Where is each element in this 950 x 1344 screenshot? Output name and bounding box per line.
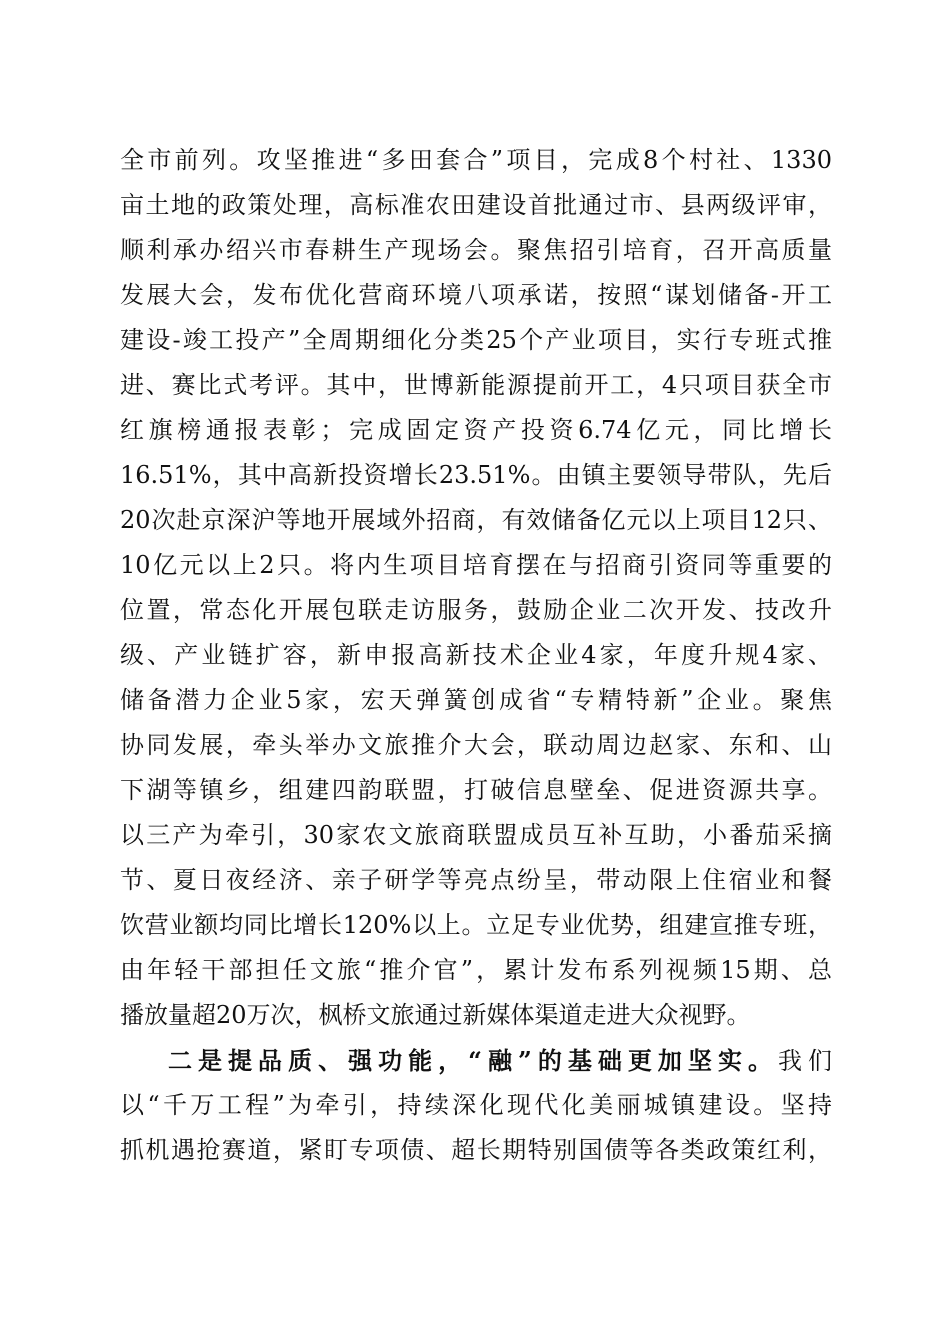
paragraph-line: 顺利承办绍兴市春耕生产现场会。聚焦招引培育，召开高质量 [120,236,832,264]
paragraph-line: 播放量超20万次，枫桥文旅通过新媒体渠道走进大众视野。 [120,1001,751,1029]
paragraph-line: 20次赴京深沪等地开展域外招商，有效储备亿元以上项目12只、 [120,506,832,534]
paragraph-line: 储备潜力企业5家，宏天弹簧创成省“专精特新”企业。聚焦 [120,686,832,714]
section-heading-tail: 我们 [777,1047,832,1075]
paragraph-line: 10亿元以上2只。将内生项目培育摆在与招商引资同等重要的 [120,551,832,579]
paragraph-line: 饮营业额均同比增长120%以上。立足专业优势，组建宣推专班， [120,911,832,939]
paragraph-line: 下湖等镇乡，组建四韵联盟，打破信息壁垒、促进资源共享。 [120,776,832,804]
paragraph-line: 以三产为牵引，30家农文旅商联盟成员互补互助，小番茄采摘 [120,821,832,849]
paragraph-line: 红旗榜通报表彰；完成固定资产投资6.74亿元，同比增长 [120,416,832,444]
paragraph-line: 协同发展，牵头举办文旅推介大会，联动周边赵家、东和、山 [120,731,832,759]
paragraph-line: 位置，常态化开展包联走访服务，鼓励企业二次开发、技改升 [120,596,832,624]
paragraph-line: 抓机遇抢赛道，紧盯专项债、超长期特别国债等各类政策红利， [120,1136,832,1164]
document-body [120,138,832,1173]
paragraph-line: 由年轻干部担任文旅“推介官”，累计发布系列视频15期、总 [120,956,832,984]
paragraph-line: 节、夏日夜经济、亲子研学等亮点纷呈，带动限上住宿业和餐 [120,866,832,894]
paragraph-line: 全市前列。攻坚推进“多田套合”项目，完成8个村社、1330 [120,146,832,174]
section-heading: 二是提品质、强功能，“融”的基础更加坚实。 [168,1046,778,1075]
paragraph-line: 进、赛比式考评。其中，世博新能源提前开工，4只项目获全市 [120,371,832,399]
paragraph-line: 发展大会，发布优化营商环境八项承诺，按照“谋划储备-开工 [120,281,832,309]
paragraph-line: 级、产业链扩容，新申报高新技术企业4家，年度升规4家、 [120,641,832,669]
section-heading-line [120,1038,832,1083]
paragraph-line: 亩土地的政策处理，高标准农田建设首批通过市、县两级评审， [120,191,832,219]
paragraph-line: 建设-竣工投产”全周期细化分类25个产业项目，实行专班式推 [120,326,832,354]
paragraph-line: 16.51%，其中高新投资增长23.51%。由镇主要领导带队，先后 [120,461,832,489]
paragraph-line: 以“千万工程”为牵引，持续深化现代化美丽城镇建设。坚持 [120,1091,832,1119]
